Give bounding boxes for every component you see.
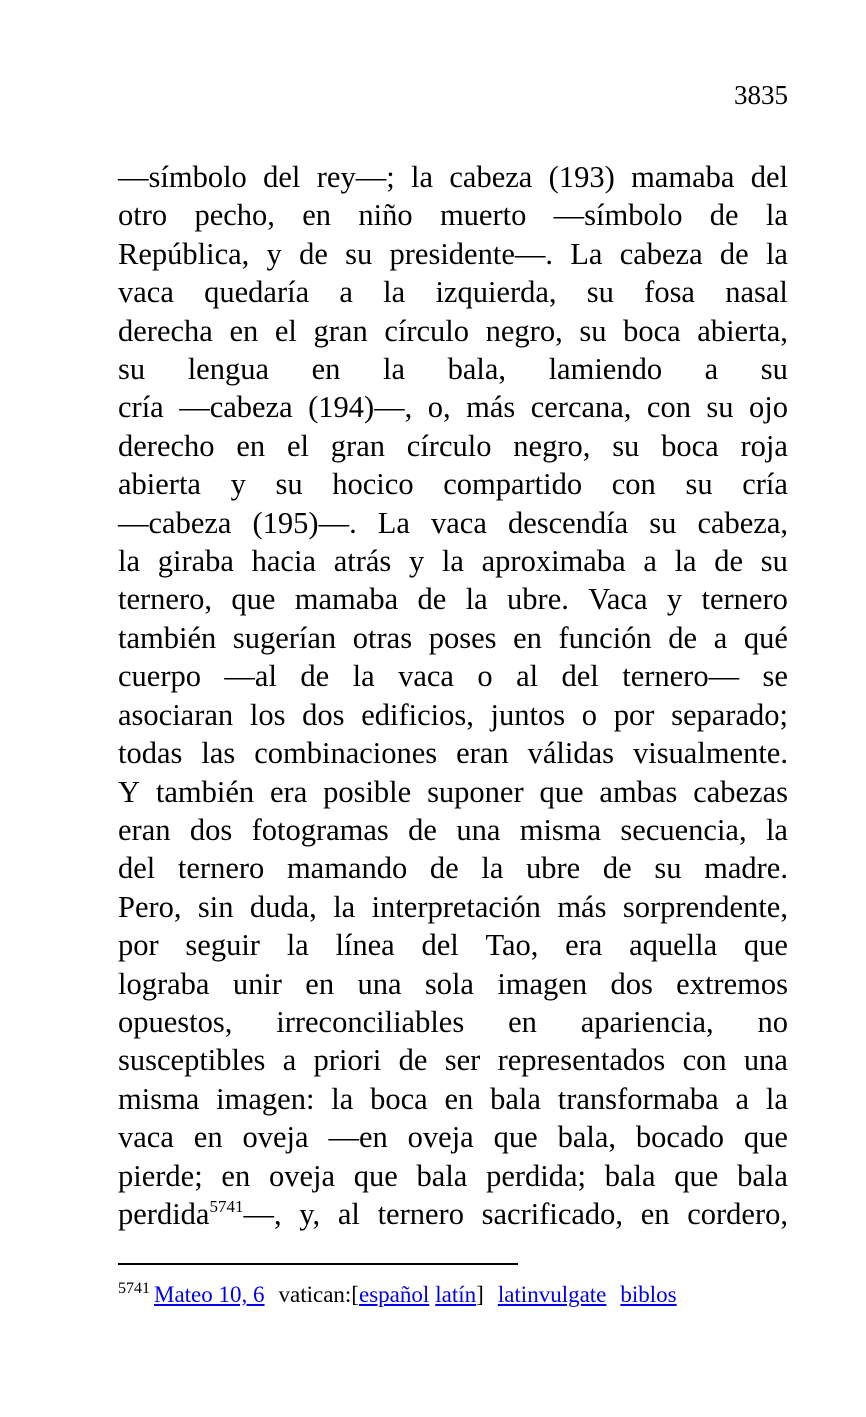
word: vaca — [118, 1120, 174, 1155]
word: aquella — [629, 928, 718, 963]
word: la — [411, 160, 434, 194]
word: giraba — [157, 544, 234, 579]
word: su — [345, 236, 373, 271]
word: ojo — [749, 390, 788, 425]
word: misma — [519, 812, 602, 847]
word: de — [429, 851, 459, 886]
word: presidente—. — [389, 236, 553, 271]
word: abierta, — [697, 313, 788, 348]
word: cabeza — [619, 236, 703, 271]
word: derecho — [118, 428, 215, 463]
text-line — [118, 1080, 788, 1118]
word: y, — [299, 1196, 321, 1231]
word: ternero — [177, 851, 265, 886]
footnote — [118, 1280, 818, 1310]
word: de — [668, 620, 698, 655]
text-line — [118, 542, 788, 580]
word: La — [570, 236, 603, 271]
word: de — [714, 544, 744, 579]
word: de — [602, 851, 632, 886]
text-line — [118, 235, 788, 273]
word: la — [118, 544, 141, 579]
word: la — [465, 582, 488, 617]
word: con — [611, 467, 656, 502]
word: cabeza, — [697, 505, 788, 540]
word: que — [231, 582, 276, 617]
word: vaca — [398, 659, 454, 694]
word: la — [331, 1081, 354, 1116]
word: círculo — [384, 313, 470, 348]
word: muerto — [439, 198, 527, 233]
word: oveja — [268, 1158, 336, 1193]
word: dos — [189, 812, 233, 847]
word: en — [311, 352, 341, 387]
word: en — [513, 620, 542, 655]
word: o — [477, 659, 493, 694]
word: —, — [243, 1196, 282, 1231]
word: extremos — [676, 966, 788, 1001]
word: lamiendo — [548, 352, 663, 387]
word: eran — [456, 736, 509, 771]
word: sacrificado, — [481, 1196, 624, 1231]
word: que — [353, 1158, 398, 1193]
word: las — [201, 736, 236, 771]
word: la — [382, 352, 405, 387]
word: su — [760, 352, 788, 387]
text-line — [118, 465, 788, 503]
word: cercana, — [530, 390, 632, 425]
word: del — [561, 659, 599, 694]
word: una — [456, 812, 501, 847]
word: la — [333, 889, 356, 924]
word: secuencia, — [620, 812, 747, 847]
word: a — [282, 1043, 297, 1078]
word: lengua — [187, 352, 270, 387]
word: en — [193, 1120, 223, 1155]
word: susceptibles — [118, 1043, 266, 1078]
word: Tao, — [485, 928, 539, 963]
word: una — [357, 966, 402, 1001]
word: ser — [444, 1043, 481, 1078]
text-line — [118, 1118, 788, 1156]
body-text — [118, 158, 788, 1233]
word: en — [508, 1004, 537, 1039]
word: edificios, — [361, 697, 474, 732]
word: el — [274, 313, 297, 348]
word: su — [579, 313, 607, 348]
text-line — [118, 504, 788, 542]
word: más — [557, 889, 607, 924]
text-line — [118, 312, 788, 350]
word: rey—; — [316, 160, 395, 194]
word: seguir — [185, 928, 260, 963]
footnote-link-espanol[interactable]: español — [358, 1282, 430, 1307]
word: oveja — [407, 1120, 474, 1155]
word: —cabeza — [118, 505, 232, 540]
word: por — [613, 697, 655, 732]
word: del — [263, 160, 301, 194]
word: interpretación — [371, 889, 541, 924]
word: derecha — [118, 313, 213, 348]
word: visualmente. — [632, 736, 788, 771]
text-line — [118, 1041, 788, 1079]
word: ambas — [599, 774, 678, 809]
word: quedaría — [204, 275, 310, 310]
word: irreconciliables — [276, 1004, 465, 1039]
word: roja — [740, 428, 788, 463]
word: del — [421, 928, 459, 963]
word: su — [760, 544, 788, 579]
word: eran — [118, 812, 171, 847]
word: gran — [313, 313, 368, 348]
word: cría — [742, 467, 788, 502]
word: función — [558, 620, 652, 655]
word: de — [417, 582, 447, 617]
word: combinaciones — [254, 736, 438, 771]
word: vaca — [118, 275, 174, 310]
word: pecho, — [194, 198, 275, 233]
text-line — [118, 427, 788, 465]
word: —al — [224, 659, 277, 694]
word: fotogramas — [251, 812, 389, 847]
word: poses — [428, 620, 497, 655]
word: o, — [427, 390, 451, 425]
word: madre. — [704, 851, 788, 886]
word: mamaba — [294, 582, 399, 617]
word: los — [249, 697, 286, 732]
word: pierde; — [118, 1158, 203, 1193]
word: misma — [118, 1081, 200, 1116]
word: el — [286, 428, 309, 463]
word: (193) — [548, 160, 615, 194]
text-line — [118, 158, 788, 196]
word: La — [377, 505, 410, 540]
word: juntos — [490, 697, 566, 732]
word: más — [466, 390, 516, 425]
word: (194)—, — [308, 390, 413, 425]
text-line — [118, 619, 788, 657]
word: y — [666, 582, 683, 617]
word: del — [118, 851, 156, 886]
word: su — [612, 428, 640, 463]
word: en — [229, 313, 259, 348]
word: opuestos, — [118, 1004, 233, 1039]
word: que — [539, 774, 584, 809]
word: la — [765, 236, 788, 271]
word: su — [275, 467, 303, 502]
word: —símbolo — [553, 198, 683, 233]
word: bala — [604, 1158, 656, 1193]
word: también — [155, 774, 255, 809]
word: bocado — [635, 1120, 724, 1155]
word: no — [757, 1004, 788, 1039]
word: cordero, — [687, 1196, 788, 1231]
word: la — [765, 198, 788, 233]
word: la — [286, 928, 309, 963]
text-line-last — [118, 1195, 788, 1233]
text-line — [118, 811, 788, 849]
word: con — [682, 1043, 727, 1078]
word: en — [640, 1196, 670, 1231]
word: todas — [118, 736, 183, 771]
word: de — [709, 198, 739, 233]
text-line — [118, 926, 788, 964]
word: con — [646, 390, 691, 425]
word: en — [302, 198, 332, 233]
word: negro, — [513, 428, 591, 463]
text-line — [118, 388, 788, 426]
footnote-link-latinvulgate[interactable]: latinvulgate — [497, 1282, 607, 1307]
word: cabeza — [449, 160, 533, 194]
word: nasal — [725, 275, 788, 310]
word: sin — [197, 889, 234, 924]
text-line — [118, 273, 788, 311]
word: por — [118, 928, 159, 963]
word: se — [762, 659, 788, 694]
word: la — [481, 851, 504, 886]
word: y — [230, 467, 246, 502]
word: era — [270, 774, 308, 809]
word: de — [719, 236, 749, 271]
text-line — [118, 350, 788, 388]
text-line — [118, 1157, 788, 1195]
word: (195)—. — [252, 505, 357, 540]
word: niño — [358, 198, 413, 233]
word-with-footnote-ref — [118, 1195, 282, 1233]
word: cabezas — [693, 774, 788, 809]
word: asociaran — [118, 697, 234, 732]
text-line — [118, 965, 788, 1003]
word: de — [300, 659, 330, 694]
word: en — [236, 428, 266, 463]
word: descendía — [507, 505, 629, 540]
word: a — [339, 275, 353, 310]
word: dos — [610, 966, 653, 1001]
word: mamaba — [631, 160, 735, 194]
word: bala, — [447, 352, 506, 387]
word: bala — [490, 1081, 541, 1116]
word: ubre. — [507, 582, 569, 617]
footnote-reference[interactable]: 5741 — [209, 1196, 244, 1216]
word: boca — [623, 313, 681, 348]
word: Y — [118, 774, 141, 809]
word: bala — [416, 1158, 468, 1193]
footnote-link-latin[interactable]: latín — [435, 1282, 477, 1307]
word: válidas — [527, 736, 614, 771]
text-line — [118, 849, 788, 887]
word: aproximaba — [481, 544, 626, 579]
word: círculo — [406, 428, 492, 463]
word: Vaca — [588, 582, 648, 617]
word: que — [743, 928, 788, 963]
word: —cabeza — [179, 390, 293, 425]
word: sola — [424, 966, 474, 1001]
word: su — [586, 275, 614, 310]
word: —en — [328, 1120, 388, 1155]
word: cría — [118, 390, 164, 425]
text-line — [118, 888, 788, 926]
word: representados — [497, 1043, 666, 1078]
word: su — [706, 390, 734, 425]
word: cuerpo — [118, 659, 201, 694]
word: vaca — [431, 505, 487, 540]
word: fosa — [644, 275, 695, 310]
word: unir — [232, 966, 282, 1001]
word: hacia — [251, 544, 316, 579]
footnote-number: 5741 — [118, 1280, 150, 1297]
word: sorprendente, — [622, 889, 788, 924]
word: apariencia, — [580, 1004, 714, 1039]
word: su — [649, 505, 677, 540]
word: ternero— — [622, 659, 740, 694]
word: o — [581, 697, 598, 732]
word: al — [516, 659, 539, 694]
word: compartido — [443, 467, 583, 502]
word: y — [408, 544, 425, 579]
word: a — [735, 1081, 750, 1116]
word: imagen: — [216, 1081, 315, 1116]
word: mamando — [286, 851, 408, 886]
word: bala, — [557, 1120, 617, 1155]
word: ubre — [526, 851, 581, 886]
word: República, — [118, 236, 250, 271]
word: priori — [313, 1043, 382, 1078]
word: otras — [352, 620, 413, 655]
word: ternero — [377, 1196, 464, 1231]
word: a — [713, 620, 728, 655]
text-line — [118, 657, 788, 695]
word: —símbolo — [118, 160, 247, 194]
text-line — [118, 580, 788, 618]
word: de — [398, 1043, 428, 1078]
word: boca — [661, 428, 719, 463]
word: boca — [370, 1081, 428, 1116]
word: que — [743, 1120, 788, 1155]
word: a — [643, 544, 657, 579]
word: una — [743, 1043, 788, 1078]
word: duda, — [249, 889, 317, 924]
word: ternero, — [118, 582, 212, 617]
word: del — [750, 160, 788, 194]
word: al — [337, 1196, 360, 1231]
word: negro, — [485, 313, 563, 348]
word: de — [408, 812, 437, 847]
word: en — [221, 1158, 251, 1193]
word: también — [118, 620, 217, 655]
word: era — [565, 928, 603, 963]
word: oveja — [242, 1120, 309, 1155]
word: la — [383, 275, 406, 310]
word: su — [685, 467, 713, 502]
text-line — [118, 1003, 788, 1041]
word: qué — [743, 620, 788, 655]
word: ternero — [701, 582, 788, 617]
footnote-link-mateo[interactable]: Mateo 10, 6 — [154, 1282, 265, 1307]
word: la — [441, 544, 464, 579]
word: su — [654, 851, 682, 886]
word: izquierda, — [435, 275, 557, 310]
text-line — [118, 696, 788, 734]
text-line — [118, 734, 788, 772]
word: Pero, — [118, 889, 182, 924]
text-line — [118, 196, 788, 234]
word: perdida; — [486, 1158, 587, 1193]
word: otro — [118, 198, 168, 233]
footnote-divider — [118, 1263, 518, 1265]
word: en — [444, 1081, 474, 1116]
word: hocico — [332, 467, 414, 502]
text-line — [118, 773, 788, 811]
word: dos — [302, 697, 345, 732]
page-number: 3835 — [734, 80, 788, 110]
word: la — [765, 1081, 788, 1116]
word: abierta — [118, 467, 201, 502]
word: línea — [335, 928, 395, 963]
word: la — [765, 812, 788, 847]
word: transformaba — [557, 1081, 719, 1116]
word: separado; — [671, 697, 788, 732]
footnote-vatican-label: vatican:[ — [278, 1282, 359, 1307]
word: imagen — [497, 966, 588, 1001]
word: la — [674, 544, 697, 579]
footnote-bracket-close: ] — [476, 1282, 484, 1307]
word: suponer — [427, 774, 524, 809]
word: a — [704, 352, 719, 387]
word: gran — [330, 428, 385, 463]
word: de — [299, 236, 328, 271]
footnote-link-biblos[interactable]: biblos — [620, 1282, 677, 1307]
word: perdida — [118, 1196, 210, 1231]
word: que — [674, 1158, 719, 1193]
word: sugerían — [232, 620, 337, 655]
word: en — [305, 966, 335, 1001]
word: que — [493, 1120, 538, 1155]
word: bala — [737, 1158, 788, 1193]
word: atrás — [333, 544, 392, 579]
word: y — [266, 236, 282, 271]
word: lograba — [118, 966, 210, 1001]
word: su — [118, 352, 146, 387]
word: la — [352, 659, 375, 694]
word: posible — [323, 774, 412, 809]
